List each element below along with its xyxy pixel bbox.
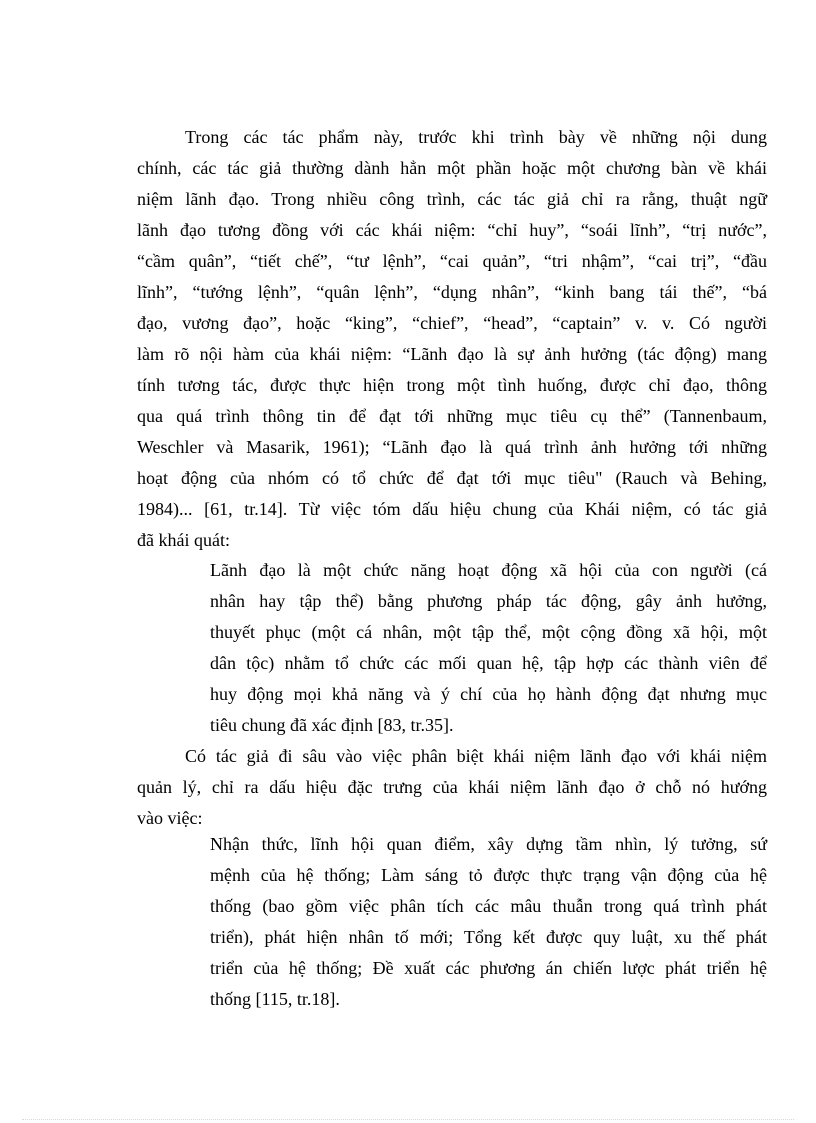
quote-line: triển của hệ thống; Đề xuất các phương án chiến lược phát triển hệ: [210, 958, 767, 978]
text-line: đã khái quát:: [137, 530, 230, 550]
quote-line: mệnh của hệ thống; Làm sáng tỏ được thực trạng vận động của hệ: [210, 865, 767, 885]
quote-line: huy động mọi khả năng và ý chí của họ hành động đạt nhưng mục: [210, 684, 767, 704]
quote-line: Nhận thức, lĩnh hội quan điểm, xây dựng tầm nhìn, lý tưởng, sứ: [210, 834, 767, 854]
quote-line: tiêu chung đã xác định [83, tr.35].: [210, 715, 454, 735]
text-line: tính tương tác, được thực hiện trong một tình huống, được chỉ đạo, thông: [137, 375, 767, 395]
text-line: 1984)... [61, tr.14]. Từ việc tóm dấu hiệu chung của Khái niệm, có tác giả: [137, 499, 767, 519]
quote-line: Lãnh đạo là một chức năng hoạt động xã hội của con người (cá: [210, 560, 767, 580]
text-line: Weschler và Masarik, 1961); “Lãnh đạo là quá trình ảnh hưởng tới những: [137, 437, 767, 457]
text-line: Trong các tác phẩm này, trước khi trình bày về những nội dung: [185, 127, 767, 147]
text-line: chính, các tác giả thường dành hẳn một phần hoặc một chương bàn về khái: [137, 158, 767, 178]
text-line: Có tác giả đi sâu vào việc phân biệt khái niệm lãnh đạo với khái niệm: [185, 746, 767, 766]
quote-line: dân tộc) nhằm tổ chức các mối quan hệ, tập hợp các thành viên để: [210, 653, 767, 673]
text-line: lĩnh”, “tướng lệnh”, “quân lệnh”, “dụng nhân”, “kinh bang tái thế”, “bá: [137, 282, 767, 302]
text-line: qua quá trình thông tin để đạt tới những mục tiêu cụ thể” (Tannenbaum,: [137, 406, 767, 426]
text-line: “cầm quân”, “tiết chế”, “tư lệnh”, “cai quản”, “tri nhậm”, “cai trị”, “đầu: [137, 251, 767, 271]
text-line: làm rõ nội hàm của khái niệm: “Lãnh đạo là sự ảnh hưởng (tác động) mang: [137, 344, 767, 364]
quote-line: thuyết phục (một cá nhân, một tập thể, một cộng đồng xã hội, một: [210, 622, 767, 642]
text-line: quản lý, chỉ ra dấu hiệu đặc trưng của khái niệm lãnh đạo ở chỗ nó hướng: [137, 777, 767, 797]
text-line: lãnh đạo tương đồng với các khái niệm: “chỉ huy”, “soái lĩnh”, “trị nước”,: [137, 220, 767, 240]
page-bottom-divider: [22, 1119, 794, 1120]
text-line: niệm lãnh đạo. Trong nhiều công trình, các tác giả chỉ ra rằng, thuật ngữ: [137, 189, 767, 209]
text-line: vào việc:: [137, 808, 203, 828]
quote-line: thống [115, tr.18].: [210, 989, 340, 1009]
quote-line: nhân hay tập thể) bằng phương pháp tác động, gây ảnh hưởng,: [210, 591, 767, 611]
quote-line: triển), phát hiện nhân tố mới; Tổng kết được quy luật, xu thế phát: [210, 927, 767, 947]
quote-line: thống (bao gồm việc phân tích các mâu thuẫn trong quá trình phát: [210, 896, 767, 916]
text-line: hoạt động của nhóm có tổ chức để đạt tới mục tiêu" (Rauch và Behing,: [137, 468, 767, 488]
text-line: đạo, vương đạo”, hoặc “king”, “chief”, “head”, “captain” v. v. Có người: [137, 313, 767, 333]
